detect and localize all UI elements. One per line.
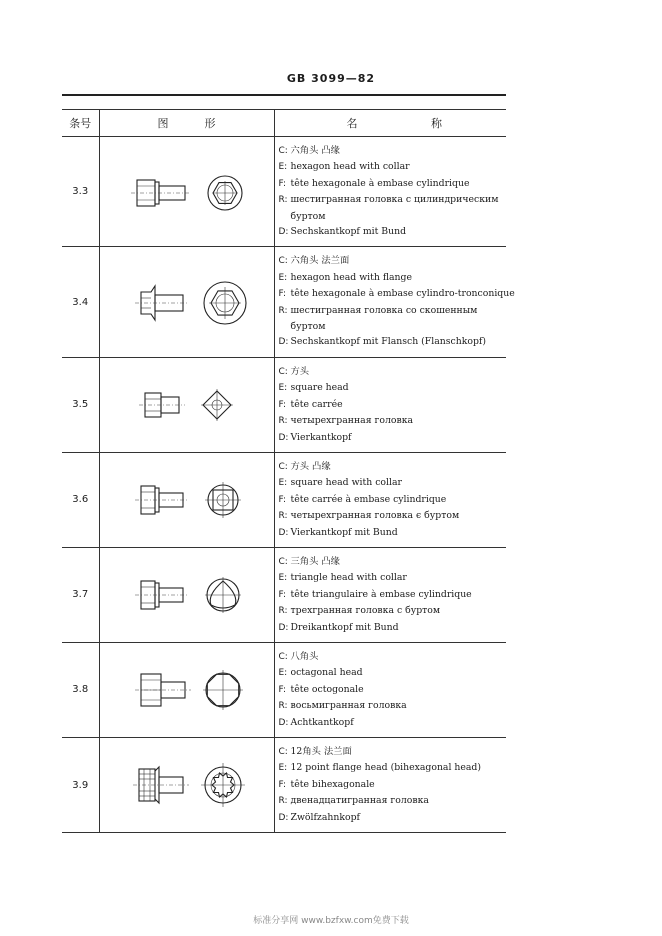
- language-code: R:: [278, 796, 288, 807]
- language-code: E:: [278, 763, 288, 774]
- term-text: tête triangulaire à embase cylindrique: [290, 588, 472, 600]
- term-text: 八角头: [290, 650, 319, 662]
- clause-number: 3.4: [62, 247, 99, 357]
- language-code: R:: [278, 195, 288, 206]
- term-text: 12 point flange head (bihexagonal head): [290, 762, 482, 774]
- term-name-line: [279, 665, 507, 681]
- table-row: [62, 137, 506, 247]
- term-text: Zwölfzahnkopf: [290, 811, 360, 823]
- term-name-line: [279, 649, 507, 665]
- term-name-line: [279, 525, 507, 541]
- table-header-row: [62, 110, 506, 137]
- language-code: E:: [278, 383, 288, 394]
- term-name-line: [279, 270, 507, 286]
- term-text: двенадцатигранная головка: [290, 795, 429, 807]
- language-code: F:: [278, 779, 287, 790]
- term-text: шестигранная головка со скошенным: [290, 304, 478, 316]
- footer-watermark: 标准分享网 www.bzfxw.com免费下载: [253, 916, 409, 926]
- language-code: C:: [278, 747, 288, 757]
- term-name-line: [279, 475, 507, 491]
- term-name-line: [279, 334, 507, 350]
- term-text: восьмигранная головка: [290, 700, 407, 712]
- term-names-cell: [274, 642, 506, 737]
- term-text: triangle head with collar: [290, 572, 407, 584]
- figure-cell: [99, 452, 274, 547]
- language-code: C:: [278, 146, 288, 156]
- clause-number: 3.3: [62, 137, 99, 247]
- term-text: square head: [290, 382, 349, 394]
- term-name-line: [279, 303, 507, 319]
- term-text: шестигранная головка с цилиндрическим: [290, 194, 499, 206]
- language-code: E:: [278, 668, 288, 679]
- square-head-with-collar-icon: [100, 470, 274, 530]
- term-name-line: [278, 286, 515, 302]
- term-text: 六角头 凸缘: [290, 145, 340, 156]
- language-code: E:: [278, 162, 288, 173]
- 12-point-flange-head-icon: [100, 755, 274, 815]
- term-name-line: [279, 159, 507, 175]
- term-name-line: [279, 744, 507, 760]
- term-names-cell: [274, 452, 506, 547]
- column-header-figure-char-2: 形: [204, 117, 216, 130]
- table-row: [62, 357, 506, 452]
- term-text: tête carrée: [290, 398, 343, 410]
- language-code: D:: [278, 812, 289, 823]
- language-code: E:: [278, 272, 288, 283]
- term-name-line: [279, 143, 507, 159]
- term-names-cell: [274, 357, 506, 452]
- column-header-name: [274, 110, 506, 137]
- term-name-line: [279, 620, 507, 636]
- term-text: octagonal head: [290, 667, 363, 679]
- language-code: F:: [278, 589, 287, 600]
- language-code: D:: [278, 527, 289, 538]
- column-header-figure-char-1: 图: [157, 117, 169, 130]
- figure-cell: [99, 642, 274, 737]
- language-code: C:: [278, 461, 288, 472]
- term-name-line: [279, 492, 507, 508]
- clause-number: 3.7: [62, 547, 99, 642]
- term-name-line: [279, 380, 507, 396]
- term-text: tête hexagonale à embase cylindrique: [290, 177, 470, 189]
- clause-number: 3.8: [62, 642, 99, 737]
- language-code: F:: [278, 494, 287, 505]
- term-text: hexagon head with flange: [290, 271, 412, 283]
- term-name-line: [279, 397, 507, 413]
- term-text: четырехгранная головка: [290, 415, 414, 427]
- language-code: C:: [278, 651, 288, 662]
- term-names-cell: [274, 738, 506, 833]
- term-name-line: [279, 554, 507, 570]
- term-text: 12角头 法兰面: [290, 746, 352, 757]
- term-text: Achtkantkopf: [290, 716, 354, 728]
- figure-cell: [99, 547, 274, 642]
- column-header-figure: [99, 110, 274, 137]
- table-row: [62, 738, 506, 833]
- language-code: C:: [278, 366, 288, 377]
- term-text: Vierkantkopf: [290, 431, 352, 443]
- language-code: F:: [278, 684, 287, 695]
- hexagon-head-with-flange-icon: [100, 272, 274, 332]
- term-name-line: [279, 587, 507, 603]
- column-header-number: 条号: [62, 110, 99, 137]
- term-name-line: [279, 682, 507, 698]
- term-name-line: [279, 224, 507, 240]
- term-names-cell: [274, 247, 515, 357]
- term-text: 三角头 凸缘: [290, 555, 340, 567]
- term-text: 方头: [290, 365, 310, 377]
- language-code: D:: [278, 622, 289, 633]
- term-name-line: [279, 698, 507, 714]
- language-code: F:: [278, 178, 287, 189]
- term-name-line: [279, 430, 507, 446]
- language-code: E:: [278, 478, 288, 489]
- page-header-standard-code: GB 3099—82: [286, 72, 376, 85]
- language-code: D:: [278, 227, 289, 238]
- header-rule: [62, 94, 506, 96]
- figure-cell: [99, 738, 274, 833]
- term-name-line: [279, 603, 507, 619]
- language-code: R:: [278, 701, 288, 712]
- language-code: R:: [278, 416, 288, 427]
- language-code: F:: [278, 289, 287, 300]
- language-code: R:: [278, 305, 288, 316]
- table-row: [62, 247, 506, 357]
- term-name-line: [279, 319, 507, 334]
- language-code: C:: [278, 256, 288, 267]
- term-name-line: [279, 459, 507, 475]
- table-row: [62, 452, 506, 547]
- term-name-line: [279, 570, 507, 586]
- table-row: [62, 642, 506, 737]
- term-name-line: [279, 715, 507, 731]
- language-code: C:: [278, 556, 288, 567]
- clause-number: 3.6: [62, 452, 99, 547]
- octagonal-head-icon: [100, 660, 274, 720]
- clause-number: 3.9: [62, 738, 99, 833]
- term-name-line: [279, 209, 507, 224]
- term-name-line: [279, 253, 507, 269]
- term-text: трехгранная головка с буртом: [290, 605, 441, 617]
- term-name-line: [279, 413, 507, 429]
- term-text: четырехгранная головка є буртом: [290, 510, 460, 522]
- terms-table: [62, 109, 515, 833]
- language-code: E:: [278, 573, 288, 584]
- term-text: square head with collar: [290, 477, 402, 489]
- term-text: tête bihexagonale: [290, 778, 375, 790]
- term-text: Sechskantkopf mit Bund: [290, 226, 407, 238]
- hexagon-head-with-collar-icon: [100, 162, 274, 222]
- triangle-head-with-collar-icon: [100, 565, 274, 625]
- term-text: Sechskantkopf mit Flansch (Flanschkopf): [290, 336, 486, 348]
- term-name-line: [279, 760, 507, 776]
- language-code: R:: [278, 606, 288, 617]
- term-text: Dreikantkopf mit Bund: [290, 621, 399, 633]
- term-text: буртом: [290, 210, 326, 222]
- figure-cell: [99, 247, 274, 357]
- language-code: D:: [278, 337, 289, 348]
- term-name-line: [279, 364, 507, 380]
- term-text: tête carrée à embase cylindrique: [290, 493, 447, 505]
- language-code: D:: [278, 717, 289, 728]
- term-name-line: [279, 176, 507, 192]
- term-name-line: [279, 810, 507, 826]
- term-names-cell: [274, 137, 506, 247]
- term-name-line: [279, 508, 507, 524]
- square-head-icon: [100, 375, 274, 435]
- term-text: tête hexagonale à embase cylindro-tronconique: [290, 288, 515, 300]
- term-name-line: [279, 793, 507, 809]
- term-text: tête octogonale: [290, 683, 364, 695]
- term-text: hexagon head with collar: [290, 161, 410, 173]
- figure-cell: [99, 357, 274, 452]
- column-header-name-char-1: 名: [346, 117, 358, 130]
- figure-cell: [99, 137, 274, 247]
- language-code: D:: [278, 432, 289, 443]
- clause-number: 3.5: [62, 357, 99, 452]
- language-code: R:: [278, 511, 288, 522]
- term-text: буртом: [290, 321, 326, 333]
- term-text: 六角头 法兰面: [290, 255, 350, 267]
- column-header-name-char-2: 称: [431, 117, 442, 130]
- term-text: Vierkantkopf mit Bund: [290, 526, 398, 538]
- table-row: [62, 547, 506, 642]
- term-names-cell: [274, 547, 506, 642]
- language-code: F:: [278, 399, 287, 410]
- term-name-line: [279, 777, 507, 793]
- term-name-line: [279, 192, 507, 208]
- term-text: 方头 凸缘: [290, 460, 331, 472]
